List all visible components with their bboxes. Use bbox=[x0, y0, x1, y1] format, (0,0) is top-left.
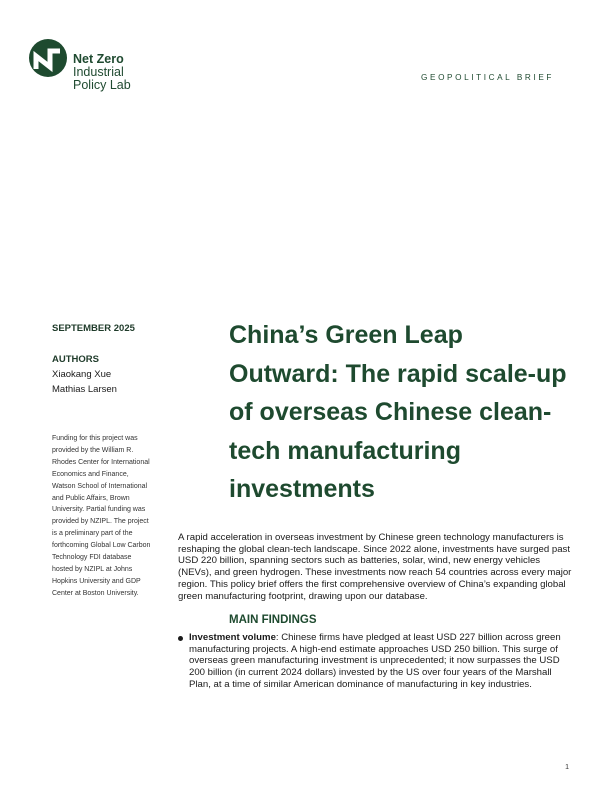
nzipl-logo-icon bbox=[28, 38, 68, 78]
bullet-icon bbox=[178, 636, 183, 641]
document-type-label: GEOPOLITICAL BRIEF bbox=[421, 73, 554, 82]
page-number: 1 bbox=[565, 764, 569, 771]
logo-line-2: Industrial bbox=[73, 65, 124, 79]
authors-heading: AUTHORS bbox=[52, 354, 99, 365]
logo-wordmark bbox=[73, 53, 131, 92]
finding-item bbox=[178, 632, 574, 691]
author-name: Xiaokang Xue bbox=[52, 369, 112, 380]
author-name: Mathias Larsen bbox=[52, 384, 117, 395]
logo-line-1: Net Zero bbox=[73, 52, 124, 66]
main-findings-heading: MAIN FINDINGS bbox=[229, 614, 317, 626]
funding-note: Funding for this project was provided by the William R. Rhodes Center for International Economics and Finance, Watson School of International and Public Affairs, Brown University. Partial funding was provided by NZIPL. The project is a preliminary part of the forthcoming Global Low Carbon Technology FDI database hosted by NZIPL at Johns Hopkins University and GDP Center at Boston University. bbox=[52, 435, 151, 597]
intro-paragraph: A rapid acceleration in overseas investment by Chinese green technology manufacturers is reshaping the global clean-tech landscape. Since 2022 alone, investments have surged past USD 220 billion, spanning sectors such as batteries, solar, wind, new energy vehicles (NEVs), and green hydrogen. These investments now reach 54 countries across every major region. This policy brief offers the first comprehensive overview of China’s expanding global green manufacturing footprint, drawing upon our database. bbox=[178, 532, 572, 602]
publication-date: SEPTEMBER 2025 bbox=[52, 323, 135, 334]
finding-label: Investment volume bbox=[189, 632, 276, 643]
finding-body: : Chinese firms have pledged at least USD 227 billion across green manufacturing projects. A high-end estimate approaches USD 250 billion. This surge of overseas green manufacturing investment is unprecedented; it now surpasses the USD 200 billion (in current 2024 dollars) invested by the US over four years of the Marshall Plan, at a time of similar American dominance of manufacturing in key industries. bbox=[189, 632, 561, 690]
page-title: China’s Green Leap Outward: The rapid scale-up of overseas Chinese clean-tech manufacturing investments bbox=[229, 321, 567, 503]
logo-line-3: Policy Lab bbox=[73, 78, 131, 92]
finding-text bbox=[189, 632, 574, 691]
